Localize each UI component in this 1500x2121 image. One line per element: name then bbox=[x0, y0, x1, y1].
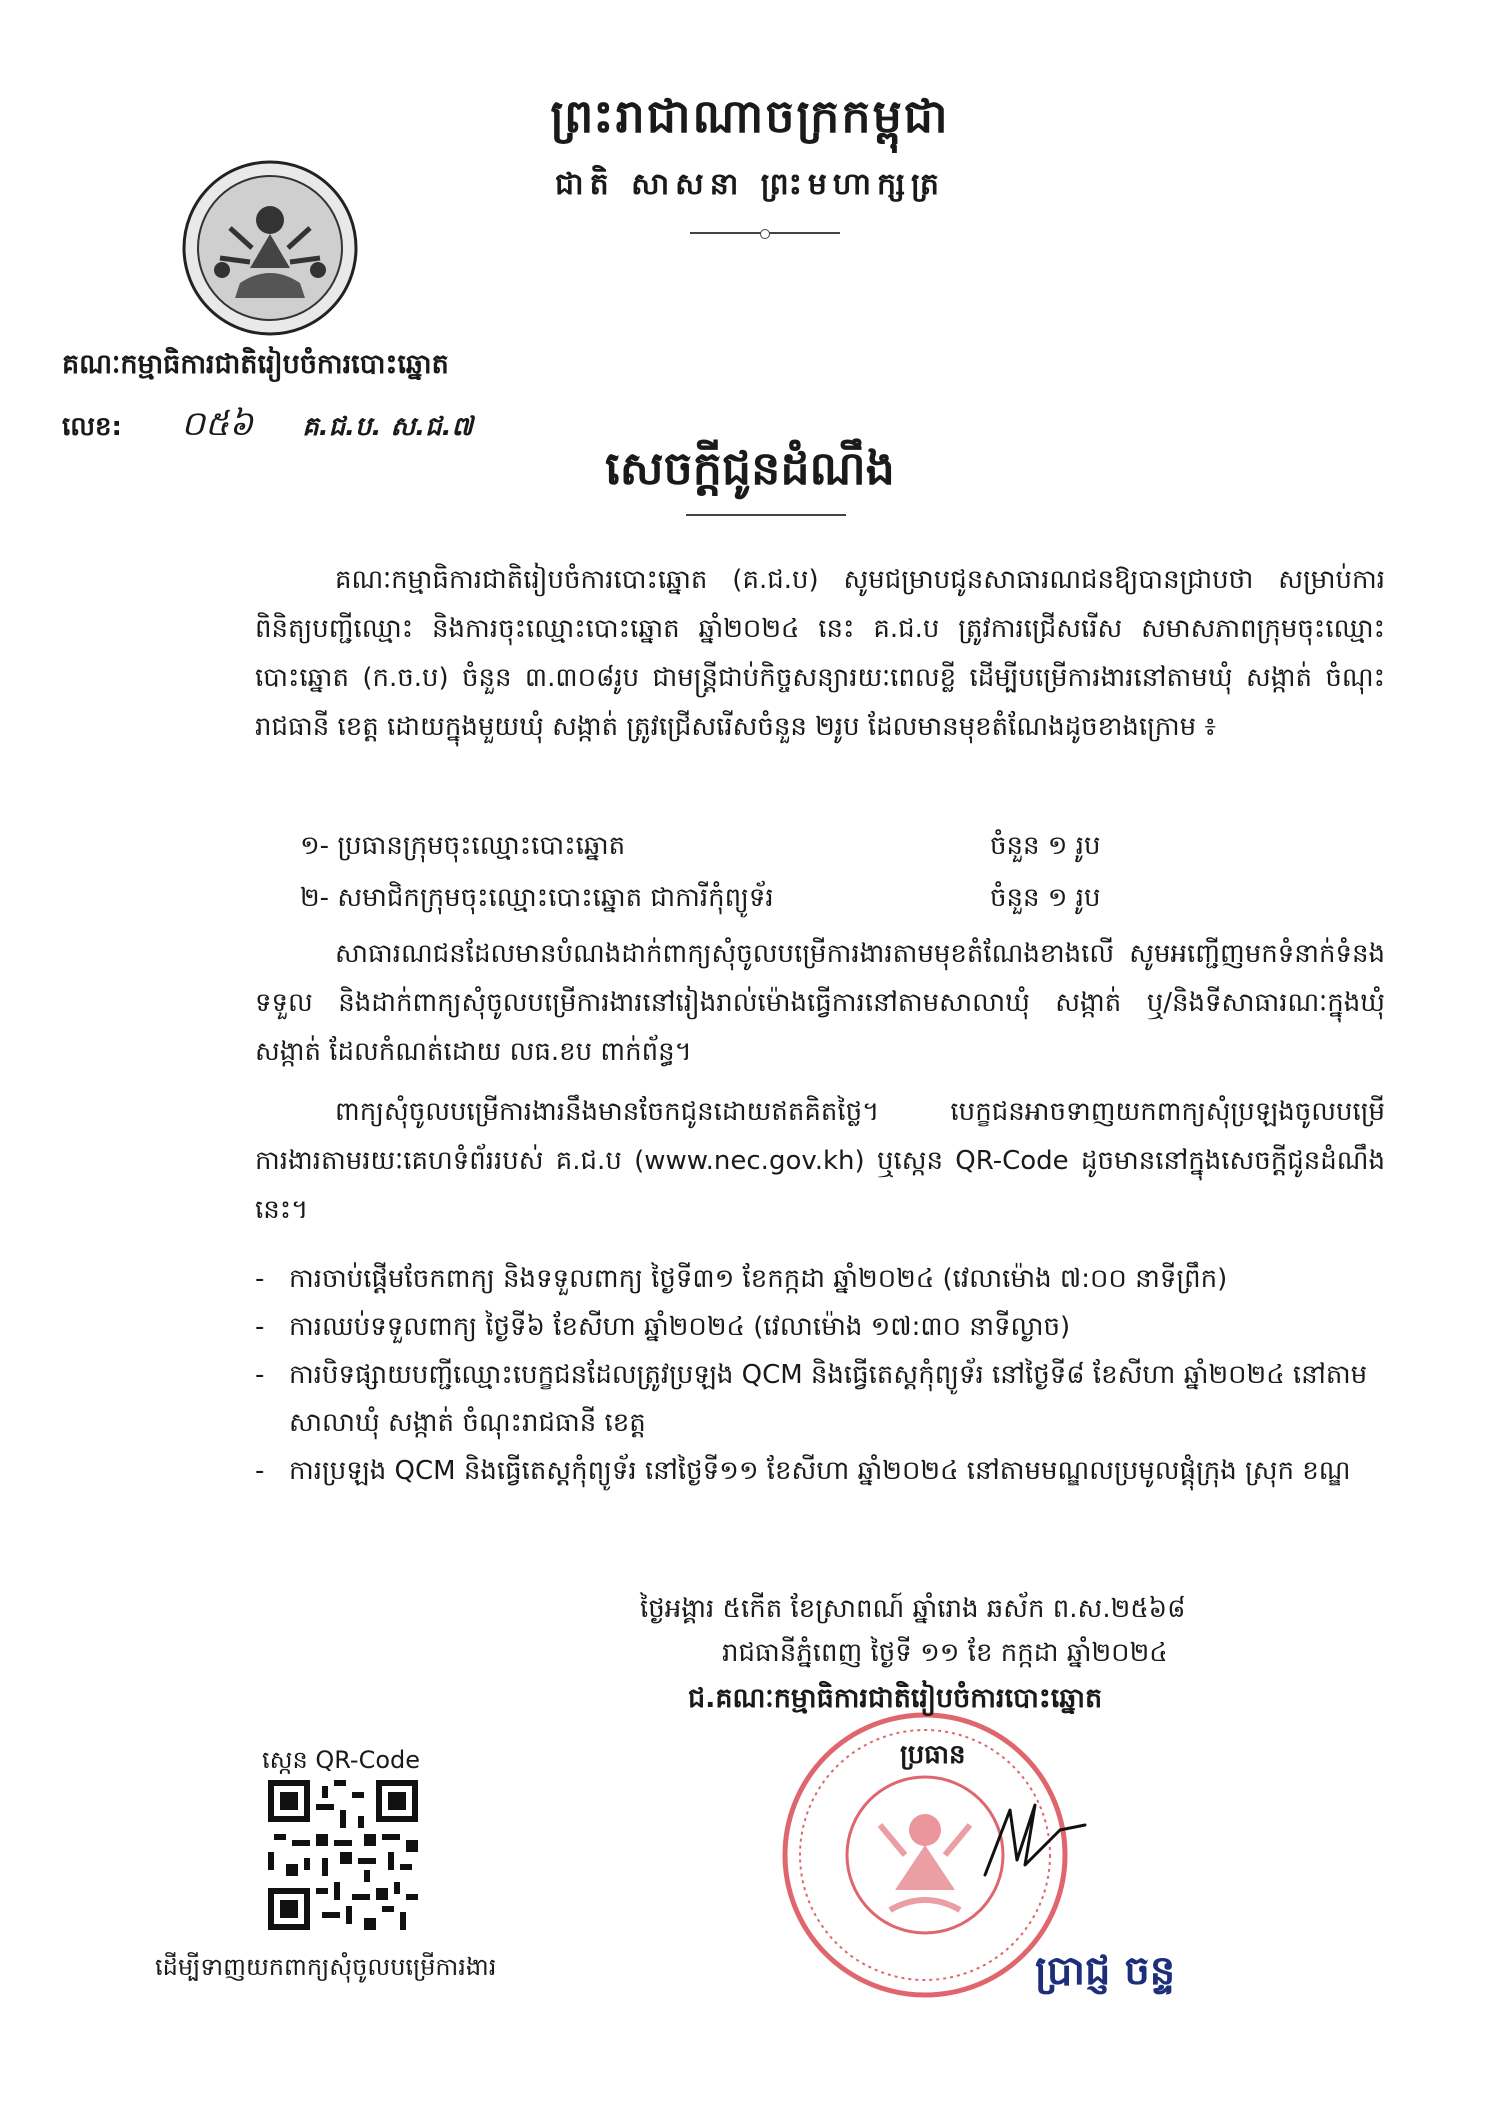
list-item bbox=[300, 820, 1200, 872]
role-count: ចំនួន ១ រូប bbox=[990, 831, 1101, 861]
schedule-text: ការចាប់ផ្តើមចែកពាក្យ និងទទួលពាក្យ ថ្ងៃទី៣១ ខែកក្កដា ឆ្នាំ២០២៤ (វេលាម៉ោង ៧:០០ នាទីព្រឹក) bbox=[289, 1264, 1228, 1294]
schedule-text: ការឈប់ទទួលពាក្យ ថ្ងៃទី៦ ខែសីហា ឆ្នាំ២០២៤ (វេលាម៉ោង ១៧:៣០ នាទីល្ងាច) bbox=[289, 1312, 1071, 1342]
list-item: - ការបិទផ្សាយបញ្ជីឈ្មោះបេក្ខជនដែលត្រូវប្រឡង QCM និងធ្វើតេស្តកុំព្យូទ័រ នៅថ្ងៃទី៨ ខែសីហា ឆ្នាំ២០២៤ នៅតាមសាលាឃុំ សង្កាត់ ចំណុះរាជធានី ខេត្ត bbox=[255, 1360, 1368, 1438]
kingdom-title: ព្រះរាជាណាចក្រកម្ពុជា bbox=[550, 89, 950, 143]
qr-description: ដើម្បីទាញយកពាក្យសុំចូលបម្រើការងារ bbox=[155, 1953, 497, 1981]
reference-number: ០៥៦ bbox=[180, 404, 254, 444]
title-divider bbox=[686, 514, 846, 516]
qr-caption: ស្កេន QR-Code bbox=[262, 1746, 421, 1774]
schedule-text: ការប្រឡង QCM និងធ្វើតេស្តកុំព្យូទ័រ នៅថ្ងៃទី១១ ខែសីហា ឆ្នាំ២០២៤ នៅតាមមណ្ឌលប្រមូលផ្តុំក្រុង ស្រុក ខណ្ឌ bbox=[289, 1456, 1351, 1486]
reference-label: លេខ: bbox=[62, 412, 122, 442]
signer-title: ប្រធាន bbox=[900, 1740, 966, 1770]
role-list bbox=[300, 820, 1200, 924]
role-label: ១- ប្រធានក្រុមចុះឈ្មោះបោះឆ្នោត bbox=[300, 831, 626, 861]
notice-title: សេចក្តីជូនដំណឹង bbox=[605, 441, 895, 495]
signer-name: ប្រាជ្ញ ចន្ទ bbox=[1035, 1948, 1176, 1994]
paragraph-application: សាធារណជនដែលមានបំណងដាក់ពាក្យសុំចូលបម្រើការងារតាមមុខតំណែងខាងលើ សូមអញ្ជើញមកទំនាក់ទំនងទទួល និងដាក់ពាក្យសុំចូលបម្រើការងារនៅរៀងរាល់ម៉ោងធ្វើការនៅតាមសាលាឃុំ សង្កាត់ ឬ/និងទីសាធារណៈក្នុងឃុំ សង្កាត់ ដែលកំណត់ដោយ លធ.ខប ពាក់ព័ន្ធ។ bbox=[255, 939, 1385, 1067]
role-label: ២- សមាជិកក្រុមចុះឈ្មោះបោះឆ្នោត ជាការីកុំព្យូទ័រ bbox=[300, 883, 774, 913]
kingdom-motto: ជាតិ សាសនា ព្រះមហាក្សត្រ bbox=[555, 167, 945, 202]
schedule-list bbox=[255, 1255, 1395, 1495]
role-count: ចំនួន ១ រូប bbox=[990, 883, 1101, 913]
lunar-date: ថ្ងៃអង្គារ ៥កើត ខែស្រាពណ៍ ឆ្នាំរោង ឆស័ក ព.ស.២៥៦៨ bbox=[640, 1594, 1186, 1624]
nec-emblem-icon bbox=[180, 158, 360, 338]
list-item: - ការចាប់ផ្តើមចែកពាក្យ និងទទួលពាក្យ ថ្ងៃទី៣១ ខែកក្កដា ឆ្នាំ២០២៤ (វេលាម៉ោង ៧:០០ នាទីព្រឹក) bbox=[255, 1264, 1228, 1294]
list-item: - ការប្រឡង QCM និងធ្វើតេស្តកុំព្យូទ័រ នៅថ្ងៃទី១១ ខែសីហា ឆ្នាំ២០២៤ នៅតាមមណ្ឌលប្រមូលផ្តុំក្រុង ស្រុក ខណ្ឌ bbox=[255, 1456, 1351, 1486]
paragraph-intro: គណៈកម្មាធិការជាតិរៀបចំការបោះឆ្នោត (គ.ជ.ប) សូមជម្រាបជូនសាធារណជនឱ្យបានជ្រាបថា សម្រាប់ការពិនិត្យបញ្ជីឈ្មោះ និងការចុះឈ្មោះបោះឆ្នោត ឆ្នាំ២០២៤ នេះ គ.ជ.ប ត្រូវការជ្រើសរើស សមាសភាពក្រុមចុះឈ្មោះបោះឆ្នោត (ក.ច.ប) ចំនួន ៣.៣០៨រូប ជាមន្ត្រីជាប់កិច្ចសន្យារយៈពេលខ្លី ដើម្បីបម្រើការងារនៅតាមឃុំ សង្កាត់ ចំណុះរាជធានី ខេត្ត ដោយក្នុងមួយឃុំ សង្កាត់ ត្រូវជ្រើសរើសចំនួន ២រូប ដែលមានមុខតំណែងដូចខាងក្រោម ៖ bbox=[255, 565, 1385, 742]
list-item bbox=[300, 872, 1200, 924]
header-divider bbox=[690, 232, 840, 234]
signer-organization: ជ.គណៈកម្មាធិការជាតិរៀបចំការបោះឆ្នោត bbox=[688, 1683, 1103, 1714]
schedule-text: ការបិទផ្សាយបញ្ជីឈ្មោះបេក្ខជនដែលត្រូវប្រឡង QCM និងធ្វើតេស្តកុំព្យូទ័រ នៅថ្ងៃទី៨ ខែសីហា ឆ្នាំ២០២៤ នៅតាមសាលាឃុំ សង្កាត់ ចំណុះរាជធានី ខេត្ត bbox=[289, 1360, 1368, 1438]
solar-date: រាជធានីភ្នំពេញ ថ្ងៃទី ១១ ខែ កក្កដា ឆ្នាំ២០២៤ bbox=[722, 1638, 1168, 1668]
signature-icon bbox=[975, 1790, 1095, 1890]
qr-code-icon[interactable] bbox=[268, 1780, 418, 1930]
paragraph-download: ពាក្យសុំចូលបម្រើការងារនឹងមានចែកជូនដោយឥតគិតថ្លៃ។ បេក្ខជនអាចទាញយកពាក្យសុំប្រឡងចូលបម្រើការងារតាមរយៈគេហទំព័ររបស់ គ.ជ.ប (www.nec.gov.kh) ឬស្កេន QR-Code ដូចមាននៅក្នុងសេចក្តីជូនដំណឹងនេះ។ bbox=[255, 1097, 1385, 1225]
issuing-agency: គណៈកម្មាធិការជាតិរៀបចំការបោះឆ្នោត bbox=[62, 349, 449, 380]
reference-code: គ.ជ.ប. ស.ជ.៧ bbox=[302, 412, 473, 442]
list-item: - ការឈប់ទទួលពាក្យ ថ្ងៃទី៦ ខែសីហា ឆ្នាំ២០២៤ (វេលាម៉ោង ១៧:៣០ នាទីល្ងាច) bbox=[255, 1312, 1071, 1342]
